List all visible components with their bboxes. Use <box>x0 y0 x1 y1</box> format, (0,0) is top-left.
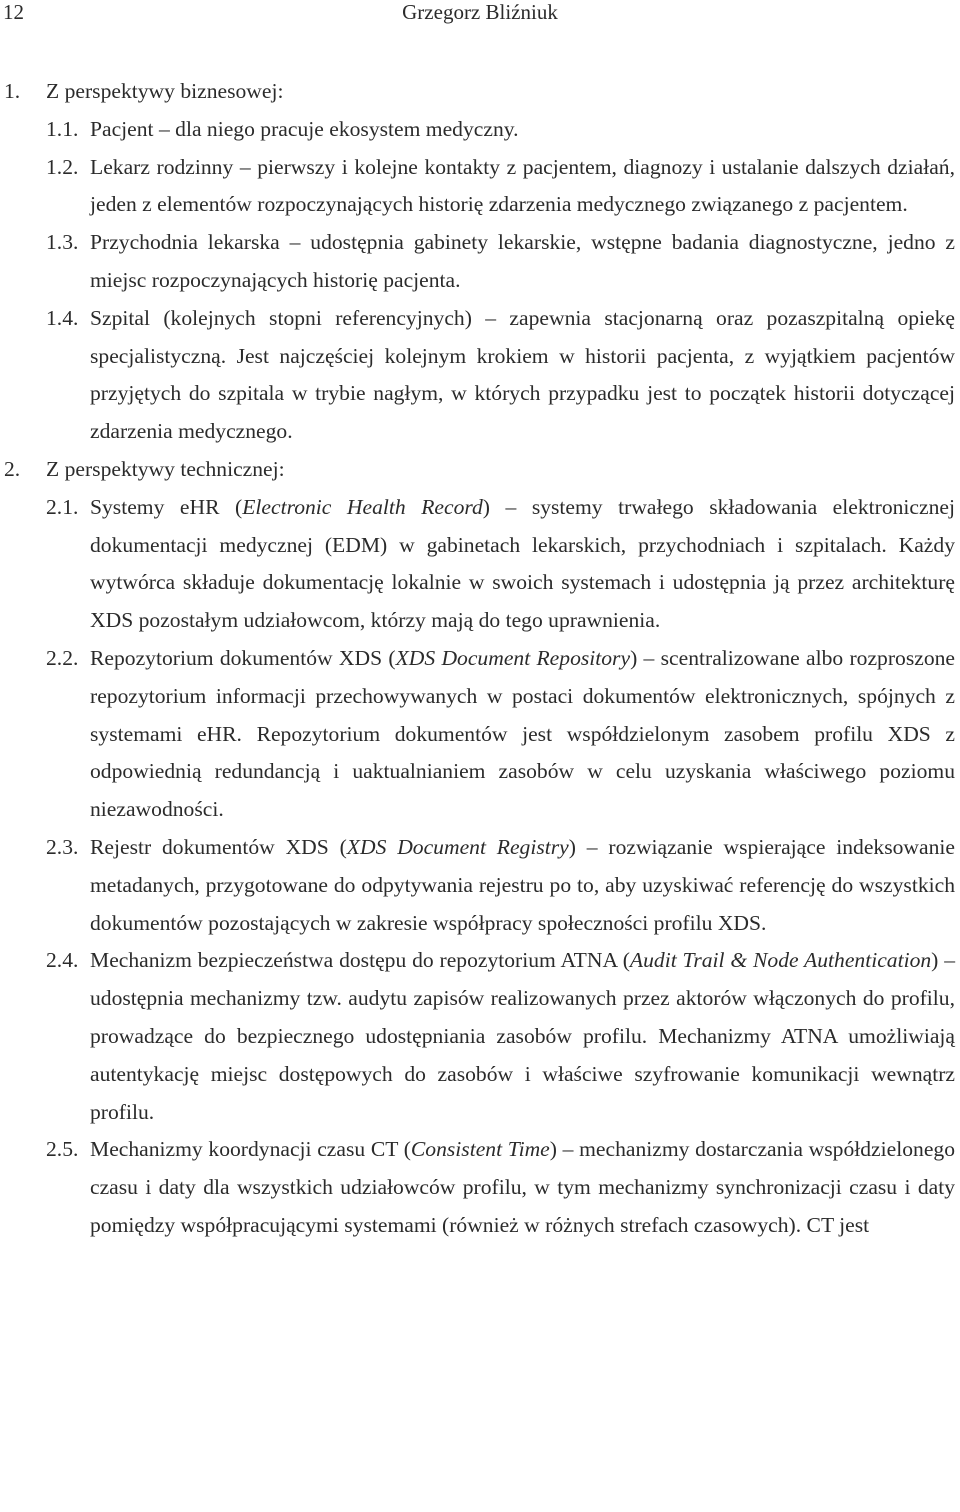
item-text: Lekarz rodzinny – pierwszy i kolejne kontakty z pacjentem, diagnozy i ustalanie dalszych działań, jeden z elementów rozpoczynających historię zdarzenia medycznego związanego z pacjentem. <box>90 154 955 217</box>
item-number: 2.5. <box>46 1137 79 1162</box>
item-text-lead: Systemy eHR ( <box>90 494 243 519</box>
item-number: 1.2. <box>46 154 79 179</box>
item-text-lead: Mechanizm bezpieczeństwa dostępu do repozytorium ATNA ( <box>90 948 630 973</box>
item-text-lead: Mechanizmy koordynacji czasu CT ( <box>90 1137 411 1162</box>
page-header <box>0 0 960 26</box>
list-item-2-2 <box>0 640 960 829</box>
page-body <box>0 73 960 1245</box>
list-item-2-1 <box>0 489 960 640</box>
list-item-2-5 <box>0 1131 960 1244</box>
item-number: 1.1. <box>46 116 79 141</box>
item-number: 2.4. <box>46 948 79 973</box>
section-1 <box>0 73 960 111</box>
item-term-italic: XDS Document Registry <box>346 834 569 859</box>
item-text-rest: ) – systemy trwałego składowania elektronicznej dokumentacji medycznej (EDM) w gabinetach lekarskich, przychodniach i szpitalach. Każdy wytwórca składuje dokumentację lokalnie w swoich systemach i udostępnia ją przez architekturę XDS pozostałym udziałowcom, którzy mają do tego uprawnienia. <box>90 494 955 633</box>
item-text-rest: ) – udostępnia mechanizmy tzw. audytu zapisów realizowanych przez aktorów włączonych do profilu, prowadzące do bezpiecznego udostępniania zasobów profilu. Mechanizmy ATNA umożliwiają autentykację miejsc dostępowych do zasobów i właściwe szyfrowanie komunikacji wewnątrz profilu. <box>90 948 955 1124</box>
item-term-italic: Electronic Health Record <box>242 494 483 519</box>
section-number: 1. <box>4 79 21 103</box>
list-item-1-2 <box>0 149 960 225</box>
section-2 <box>0 451 960 489</box>
item-number: 2.1. <box>46 494 79 519</box>
list-item-1-3 <box>0 224 960 300</box>
list-item-2-3 <box>0 829 960 942</box>
item-number: 1.3. <box>46 230 79 255</box>
page-number: 12 <box>3 0 24 24</box>
item-text-rest: ) – scentralizowane albo rozproszone repozytorium informacji przechowywanych w postaci dokumentów elektronicznych, spójnych z systemami eHR. Repozytorium dokumentów jest współdzielonym zasobem profilu XDS z odpowiednią redundancją i uaktualnianiem zasobów w celu uzyskania właściwego poziomu niezawodności. <box>90 645 956 822</box>
section-title: Z perspektywy biznesowej: <box>46 79 284 103</box>
list-item-2-4 <box>0 942 960 1131</box>
item-text: Szpital (kolejnych stopni referencyjnych) – zapewnia stacjonarną oraz pozaszpitalną opiekę specjalistyczną. Jest najczęściej kolejnym krokiem w historii pacjenta, z wyjątkiem pacjentów przyjętych do szpitala w trybie nagłym, w których przypadku jest to początek historii dotyczącej zdarzenia medycznego. <box>90 305 955 444</box>
section-number: 2. <box>4 456 21 481</box>
item-term-italic: Consistent Time <box>410 1137 550 1162</box>
item-text-rest: ) – rozwiązanie wspierające indeksowanie metadanych, przygotowane do odpytywania rejestru po to, aby uzyskiwać referencję do wszystkich dokumentów pozostających w zakresie współpracy społeczności profilu XDS. <box>90 834 955 935</box>
item-number: 2.3. <box>46 834 79 859</box>
item-text-lead: Rejestr dokumentów XDS ( <box>90 834 347 859</box>
item-text: Przychodnia lekarska – udostępnia gabinety lekarskie, wstępne badania diagnostyczne, jedno z miejsc rozpoczynających historię pacjenta. <box>90 230 955 292</box>
item-term-italic: XDS Document Repository <box>395 645 631 670</box>
list-item-1-4 <box>0 300 960 451</box>
section-title: Z perspektywy technicznej: <box>46 456 285 481</box>
item-number: 1.4. <box>46 305 79 330</box>
item-text: Pacjent – dla niego pracuje ekosystem medyczny. <box>90 116 519 141</box>
item-text-lead: Repozytorium dokumentów XDS ( <box>90 645 396 670</box>
list-item-1-1 <box>0 111 960 149</box>
running-head-author: Grzegorz Bliźniuk <box>402 0 558 24</box>
item-number: 2.2. <box>46 645 79 670</box>
item-text-rest: ) – mechanizmy dostarczania współdzielonego czasu i daty dla wszystkich udziałowców profilu, w tym mechanizmy synchronizacji czasu i daty pomiędzy współpracującymi systemami (również w różnych strefach czasowych). CT jest <box>90 1137 955 1237</box>
item-term-italic: Audit Trail & Node Authentication <box>629 948 932 973</box>
